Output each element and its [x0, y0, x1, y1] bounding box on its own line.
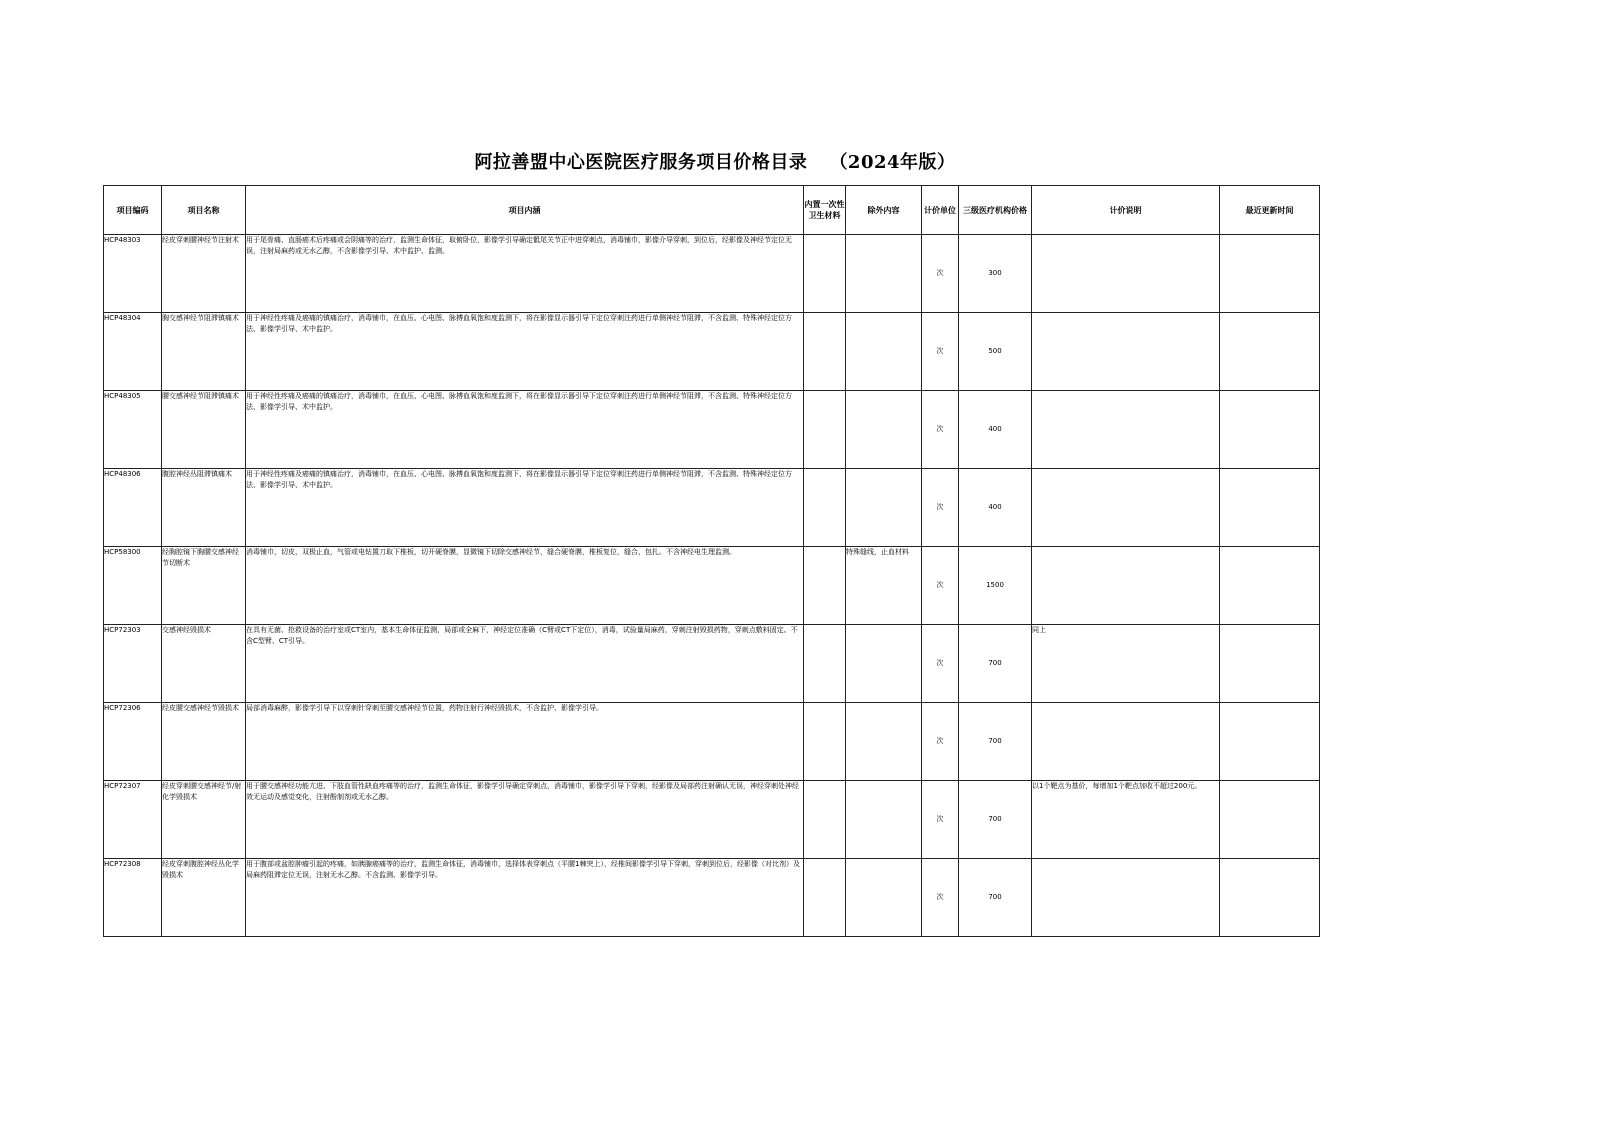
header-row	[104, 186, 1320, 235]
table-row	[104, 391, 1320, 469]
table-row	[104, 313, 1320, 391]
cell-name: 经胸腔镜下胸腰交感神经节切断术	[162, 547, 246, 625]
cell-note	[1032, 313, 1220, 391]
cell-consumables	[804, 313, 846, 391]
cell-content: 用于神经性疼痛及癌痛的镇痛治疗，消毒铺巾，在血压、心电图、脉搏血氧饱和度监测下，将在影像显示器引导下定位穿刺注药进行单侧神经节阻滞，不含监测、特殊神经定位方法、影像学引导、术中监护。	[246, 313, 804, 391]
cell-code: HCP72303	[104, 625, 162, 703]
table-row	[104, 859, 1320, 937]
table-row	[104, 547, 1320, 625]
cell-excluded	[846, 625, 922, 703]
cell-content: 用于腰交感神经功能亢进、下肢血管性缺血疼痛等的治疗，监测生命体征，影像学引导确定穿刺点，消毒铺巾，影像学引导下穿刺，经影像及局部药注射确认无误，神经穿刺处神经效无运动及感觉变化，注射酚制剂或无水乙醇。	[246, 781, 804, 859]
cell-name: 腰交感神经节阻滞镇痛术	[162, 391, 246, 469]
header-name: 项目名称	[162, 186, 246, 235]
cell-updated	[1220, 235, 1320, 313]
header-excluded: 除外内容	[846, 186, 922, 235]
cell-consumables	[804, 547, 846, 625]
price-catalog-table	[103, 185, 1320, 937]
header-code: 项目编码	[104, 186, 162, 235]
cell-content: 局部消毒麻醉，影像学引导下以穿刺针穿刺至腰交感神经节位置，药物注射行神经毁损术，不含监护、影像学引导。	[246, 703, 804, 781]
cell-name: 经皮穿刺腰神经节注射术	[162, 235, 246, 313]
cell-unit: 次	[922, 469, 959, 547]
cell-excluded	[846, 781, 922, 859]
cell-unit: 次	[922, 313, 959, 391]
cell-content: 用于神经性疼痛及癌痛的镇痛治疗，消毒铺巾，在血压、心电图、脉搏血氧饱和度监测下，将在影像显示器引导下定位穿刺注药进行单侧神经节阻滞，不含监测、特殊神经定位方法、影像学引导、术中监护。	[246, 469, 804, 547]
cell-updated	[1220, 469, 1320, 547]
cell-updated	[1220, 859, 1320, 937]
cell-price: 500	[959, 313, 1032, 391]
cell-consumables	[804, 391, 846, 469]
header-updated: 最近更新时间	[1220, 186, 1320, 235]
cell-consumables	[804, 469, 846, 547]
cell-updated	[1220, 547, 1320, 625]
header-note: 计价说明	[1032, 186, 1220, 235]
cell-updated	[1220, 391, 1320, 469]
header-price: 三级医疗机构价格	[959, 186, 1032, 235]
cell-code: HCP48306	[104, 469, 162, 547]
cell-excluded	[846, 859, 922, 937]
cell-note	[1032, 703, 1220, 781]
cell-code: HCP58300	[104, 547, 162, 625]
cell-price: 700	[959, 859, 1032, 937]
table-row	[104, 625, 1320, 703]
cell-price: 1500	[959, 547, 1032, 625]
cell-content: 用于腹部或盆腔肿瘤引起的疼痛，如胰腺癌痛等的治疗，监测生命体征，消毒铺巾，选择体表穿刺点（平腰1棘突上），经椎间影像学引导下穿刺，穿刺到位后，经影像（对比剂）及局麻药阻滞定位无误，注射无水乙醇。不含监测、影像学引导。	[246, 859, 804, 937]
cell-unit: 次	[922, 781, 959, 859]
cell-updated	[1220, 313, 1320, 391]
cell-unit: 次	[922, 391, 959, 469]
cell-updated	[1220, 781, 1320, 859]
cell-note	[1032, 547, 1220, 625]
cell-name: 经皮穿刺腰交感神经节/射化学毁损术	[162, 781, 246, 859]
cell-excluded	[846, 469, 922, 547]
cell-code: HCP72306	[104, 703, 162, 781]
cell-unit: 次	[922, 625, 959, 703]
title-text: 阿拉善盟中心医院医疗服务项目价格目录	[474, 152, 808, 173]
cell-price: 400	[959, 469, 1032, 547]
cell-code: HCP72307	[104, 781, 162, 859]
cell-consumables	[804, 781, 846, 859]
cell-excluded	[846, 703, 922, 781]
cell-content: 用于神经性疼痛及癌痛的镇痛治疗，消毒铺巾，在血压、心电图、脉搏血氧饱和度监测下，将在影像显示器引导下定位穿刺注药进行单侧神经节阻滞，不含监测、特殊神经定位方法、影像学引导、术中监护。	[246, 391, 804, 469]
table-row	[104, 469, 1320, 547]
cell-name: 腹腔神经丛阻滞镇痛术	[162, 469, 246, 547]
cell-note	[1032, 391, 1220, 469]
cell-consumables	[804, 703, 846, 781]
cell-price: 700	[959, 625, 1032, 703]
cell-consumables	[804, 625, 846, 703]
document-title	[0, 148, 1430, 174]
header-consumables: 内置一次性卫生材料	[804, 186, 846, 235]
cell-note	[1032, 235, 1220, 313]
edition-label: （2024年版）	[829, 152, 956, 173]
cell-code: HCP48304	[104, 313, 162, 391]
header-content: 项目内涵	[246, 186, 804, 235]
cell-code: HCP48305	[104, 391, 162, 469]
cell-excluded	[846, 391, 922, 469]
cell-updated	[1220, 625, 1320, 703]
cell-unit: 次	[922, 235, 959, 313]
cell-updated	[1220, 703, 1320, 781]
table-row	[104, 781, 1320, 859]
cell-note: 同上	[1032, 625, 1220, 703]
header-unit: 计价单位	[922, 186, 959, 235]
cell-content: 用于尾骨痛、直肠癌术后疼痛或会阴痛等的治疗，监测生命体征，取俯卧位，影像学引导确定骶尾关节正中进穿刺点，消毒铺巾，影像介导穿刺，到位后，经影像及神经节定位无误，注射局麻药或无水乙醇，不含影像学引导、术中监护、监测。	[246, 235, 804, 313]
cell-name: 经皮腰交感神经节毁损术	[162, 703, 246, 781]
cell-price: 700	[959, 703, 1032, 781]
cell-note	[1032, 859, 1220, 937]
cell-consumables	[804, 235, 846, 313]
cell-name: 胸交感神经节阻滞镇痛术	[162, 313, 246, 391]
cell-content: 在具有无菌、抢救设备的治疗室或CT室内，基本生命体征监测，局部或全麻下，神经定位准确（C臂或CT下定位），消毒，试验量局麻药，穿刺注射毁损药物，穿刺点敷料固定。不含C型臂、CT引导。	[246, 625, 804, 703]
cell-consumables	[804, 859, 846, 937]
cell-code: HCP72308	[104, 859, 162, 937]
cell-excluded: 特殊缝线，止血材料	[846, 547, 922, 625]
cell-price: 300	[959, 235, 1032, 313]
cell-unit: 次	[922, 859, 959, 937]
cell-excluded	[846, 235, 922, 313]
cell-excluded	[846, 313, 922, 391]
cell-unit: 次	[922, 703, 959, 781]
table-row	[104, 703, 1320, 781]
table-row	[104, 235, 1320, 313]
cell-price: 700	[959, 781, 1032, 859]
cell-content: 消毒铺巾，切皮，双极止血，气管或电钻置刀取下椎板，切开硬脊膜，显微镜下切除交感神经节，缝合硬脊膜，椎板复位，缝合，包扎。不含神经电生理监测。	[246, 547, 804, 625]
cell-name: 交感神经毁损术	[162, 625, 246, 703]
cell-note	[1032, 469, 1220, 547]
cell-note: 以1个靶点为基价，每增加1个靶点加收不超过200元。	[1032, 781, 1220, 859]
cell-code: HCP48303	[104, 235, 162, 313]
cell-price: 400	[959, 391, 1032, 469]
cell-unit: 次	[922, 547, 959, 625]
cell-name: 经皮穿刺腹腔神经丛化学毁损术	[162, 859, 246, 937]
